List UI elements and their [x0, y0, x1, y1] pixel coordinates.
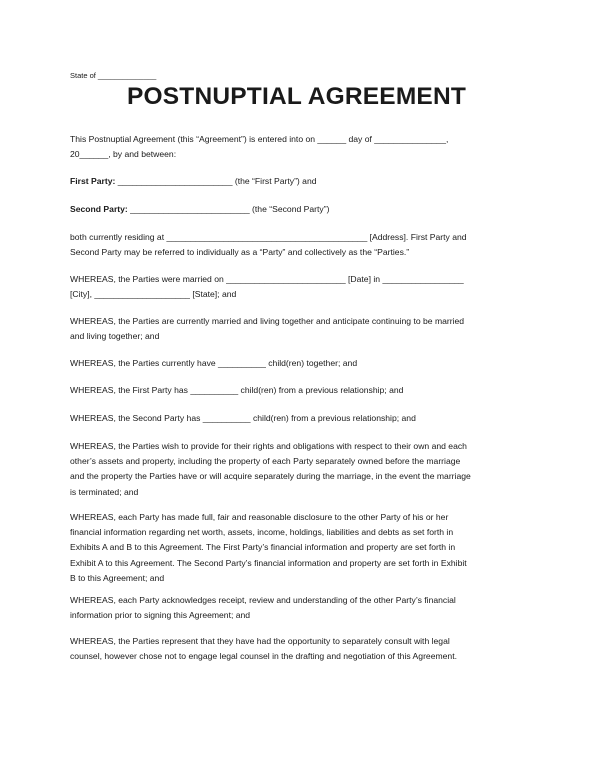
- paragraph-line: financial information regarding net worth, assets, income, holdings, liabilities and debts as set forth in: [70, 527, 454, 538]
- rights-paragraph: [70, 439, 528, 500]
- first-party-field: ________________________ (the “First Party”) and: [115, 176, 317, 186]
- paragraph-line: WHEREAS, the Parties wish to provide for their rights and obligations with respect to their own and each: [70, 441, 467, 451]
- living-together-paragraph: [70, 314, 528, 344]
- paragraph-line: Exhibits A and B to this Agreement. The First Party’s financial information and property are set forth in: [70, 542, 456, 553]
- first-party-label: First Party:: [70, 176, 116, 186]
- second-party-field: _________________________ (the “Second Party”): [127, 204, 330, 214]
- paragraph-line: WHEREAS, the First Party has __________ child(ren) from a previous relationship; and: [70, 385, 404, 395]
- second-party-children-paragraph: [70, 411, 528, 426]
- paragraph-line: and living together; and: [70, 331, 160, 342]
- paragraph-line: both currently residing at __________________________________________ [Address]. First Party and: [70, 232, 467, 242]
- paragraph-line: is terminated; and: [70, 486, 139, 497]
- paragraph-line: [City], ____________________ [State]; and: [70, 289, 237, 300]
- state-line: State of ______________: [70, 71, 157, 80]
- disclosure-paragraph: [70, 510, 528, 586]
- document-title: POSTNUPTIAL AGREEMENT: [126, 83, 467, 110]
- residing-paragraph: [70, 230, 528, 260]
- paragraph-line: other’s assets and property, including the property of each Party separately owned before the marriage: [70, 456, 461, 467]
- paragraph-line: WHEREAS, each Party has made full, fair and reasonable disclosure to the other Party of his or her: [70, 512, 449, 522]
- second-party-line: [70, 202, 528, 217]
- paragraph-line: This Postnuptial Agreement (this “Agreement”) is entered into on ______ day of _______________,: [70, 134, 449, 144]
- paragraph-line: Exhibit A to this Agreement. The Second Party’s financial information and property are set forth in Exhibit: [70, 557, 467, 568]
- married-paragraph: [70, 272, 528, 302]
- counsel-paragraph: [70, 634, 528, 664]
- paragraph-line: 20______, by and between:: [70, 149, 177, 160]
- paragraph-line: Second Party may be referred to individually as a “Party” and collectively as the “Parties.”: [70, 247, 410, 258]
- acknowledges-paragraph: [70, 593, 528, 623]
- paragraph-line: counsel, however chose not to engage legal counsel in the drafting and negotiation of this Agreement.: [70, 651, 457, 662]
- paragraph-line: and the property the Parties have or will acquire separately during the marriage, in the event the marriage: [70, 471, 471, 482]
- paragraph-line: WHEREAS, the Parties represent that they have had the opportunity to separately consult with legal: [70, 636, 450, 646]
- first-party-children-paragraph: [70, 383, 528, 398]
- paragraph-line: WHEREAS, the Parties currently have __________ child(ren) together; and: [70, 358, 358, 368]
- first-party-line: [70, 174, 528, 189]
- paragraph-line: WHEREAS, each Party acknowledges receipt, review and understanding of the other Party’s financial: [70, 595, 456, 605]
- children-together-paragraph: [70, 356, 528, 371]
- intro-paragraph: [70, 132, 528, 162]
- paragraph-line: WHEREAS, the Second Party has __________ child(ren) from a previous relationship; and: [70, 413, 416, 423]
- paragraph-line: B to this Agreement; and: [70, 572, 165, 583]
- paragraph-line: WHEREAS, the Parties are currently married and living together and anticipate continuing to be married: [70, 316, 465, 326]
- second-party-label: Second Party:: [70, 204, 128, 214]
- paragraph-line: information prior to signing this Agreement; and: [70, 610, 251, 621]
- paragraph-line: WHEREAS, the Parties were married on _________________________ [Date] in _________________: [70, 274, 464, 284]
